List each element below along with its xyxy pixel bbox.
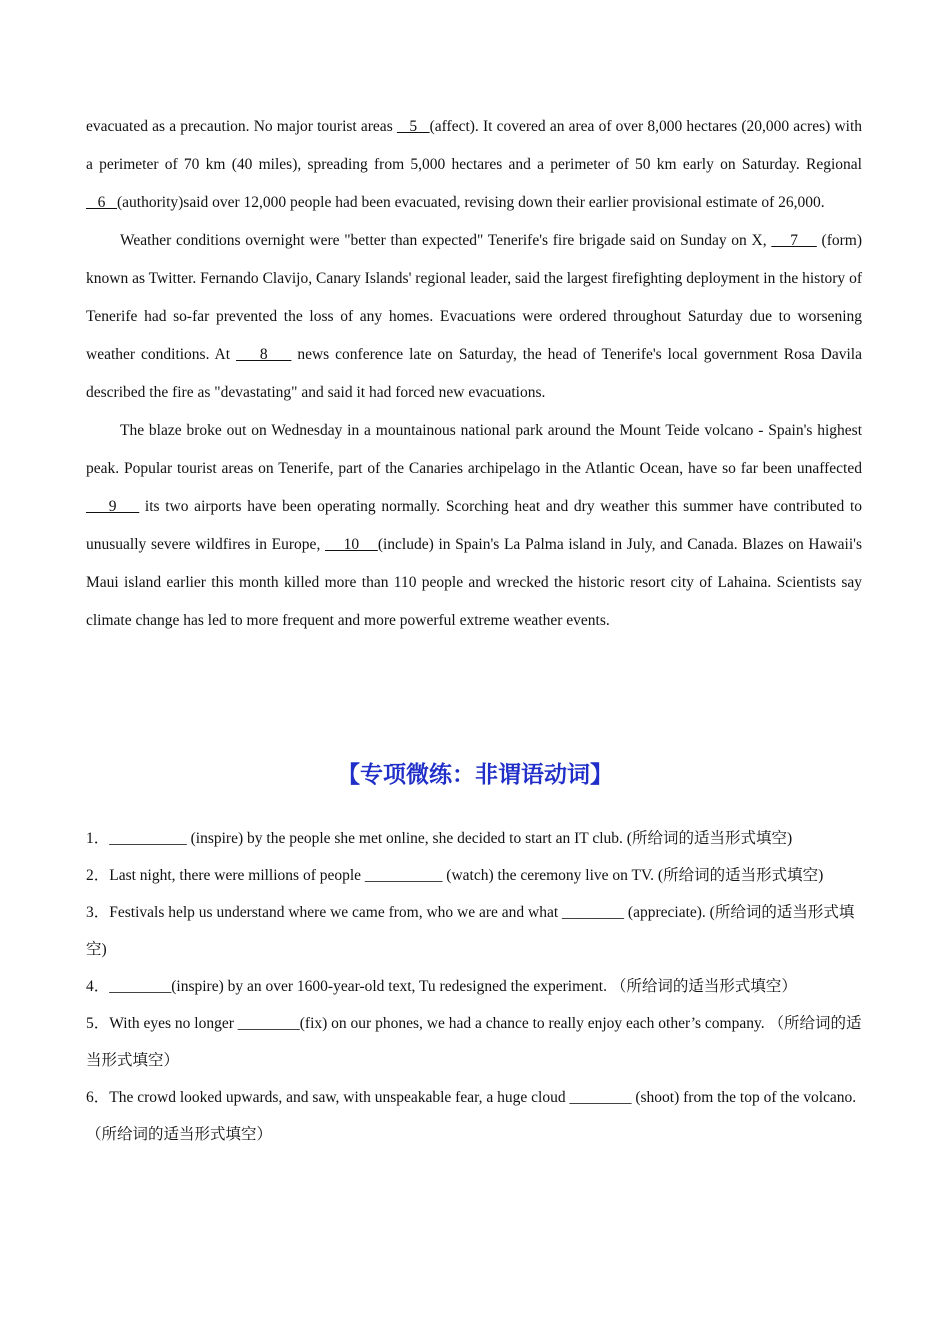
passage-text: (form) known as Twitter. Fernando Clavijo, Canary Islands' regional leader, said the largest firefighting deployment in the history of Tenerife had so-far prevented the loss of any homes. Evacuations were ordered throughout Saturday due to worsening weather conditions. At (86, 232, 863, 363)
passage-text: evacuated as a precaution. No major tourist areas (86, 118, 397, 135)
exercise-item-1: 1．__________ (inspire) by the people she met online, she decided to start an IT club. (所给词的适当形式填空) (86, 830, 793, 847)
exercise-item-2: 2．Last night, there were millions of people __________ (watch) the ceremony live on TV. (所给词的适当形式填空) (86, 867, 824, 884)
passage-text: (authority)said over 12,000 people had been evacuated, revising down their earlier provisional estimate of 26,000. (117, 194, 825, 211)
passage-text: news conference late on Saturday, the head of Tenerife's local government Rosa Davila described the fire as "devastating" and said it had forced new evacuations. (86, 346, 862, 401)
passage-text: its two airports have been operating normally. Scorching heat and dry weather this summer have contributed to unusually severe wildfires in Europe, (86, 498, 862, 553)
passage-paragraph-2 (86, 222, 862, 412)
exercise-item-5: 5．With eyes no longer ________(fix) on our phones, we had a chance to really enjoy each other’s company. （所给词的适当形式填空） (86, 1015, 862, 1069)
blank-9: 9 (86, 498, 140, 515)
exercise-item-4: 4．________(inspire) by an over 1600-year-old text, Tu redesigned the experiment. （所给词的适当形式填空） (86, 978, 797, 995)
passage-paragraph-1 (86, 108, 862, 222)
exercise-item-3: 3．Festivals help us understand where we came from, who we are and what ________ (appreciate). (所给词的适当形式填空) (86, 904, 855, 958)
exercise-item-6: 6．The crowd looked upwards, and saw, with unspeakable fear, a huge cloud ________ (shoot) from the top of the volcano. （所给词的适当形式填空） (86, 1089, 857, 1143)
blank-7: 7 (771, 232, 817, 249)
reading-passage (86, 108, 862, 640)
passage-text: (affect). It covered an area of over 8,000 hectares (20,000 acres) with a perimeter of 70 km (40 miles), spreading from 5,000 hectares and a perimeter of 50 km early on Saturday. Regional (86, 118, 862, 173)
section-heading: 【专项微练：非谓语动词】 (337, 762, 613, 788)
blank-8: 8 (236, 346, 292, 363)
blank-6: 6 (86, 194, 117, 211)
passage-text: The blaze broke out on Wednesday in a mountainous national park around the Mount Teide volcano - Spain's highest peak. Popular tourist areas on Tenerife, part of the Canaries archipelago in the Atlantic Ocean, have so far been unaffected (86, 422, 862, 477)
blank-10: 10 (324, 536, 378, 553)
passage-paragraph-3 (86, 412, 862, 640)
blank-5: 5 (396, 118, 430, 135)
passage-text: (include) in Spain's La Palma island in July, and Canada. Blazes on Hawaii's Maui island earlier this month killed more than 110 people and wrecked the historic resort city of Lahaina. Scientists say climate change has led to more frequent and more powerful extreme weather events. (86, 536, 862, 629)
exercise-list (86, 820, 862, 1153)
passage-text: Weather conditions overnight were "better than expected" Tenerife's fire brigade said on Sunday on X, (120, 232, 772, 249)
